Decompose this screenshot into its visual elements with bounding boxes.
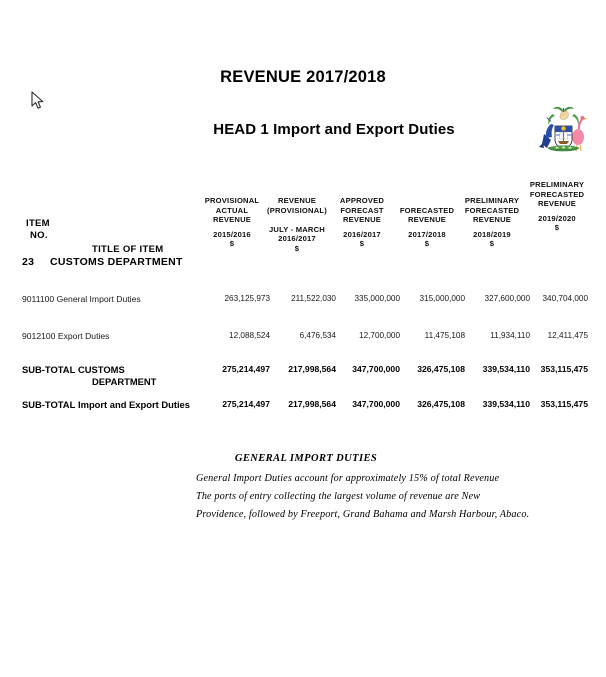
table-cell: 6,476,534 [299,331,336,340]
subtotal-cell: 347,700,000 [352,399,400,409]
subtotal-cell: 347,700,000 [352,364,400,374]
row-2-label: Export Duties [57,331,110,341]
column-3-name-line-1: APPROVED [339,196,385,205]
subtotal-row-label-customs-department [22,364,156,388]
subtotal-cell: 339,534,110 [482,364,530,374]
department-row [22,256,183,268]
column-1-currency: $ [229,239,235,249]
subtotal-1-label-line-2: DEPARTMENT [92,376,157,387]
column-4-name-line-1: FORECASTED [399,205,455,215]
subtotal-row-label-import-export-duties [22,399,190,410]
subtotal-1-prefix: SUB-TOTAL [22,364,76,375]
subtotal-cell: 275,214,497 [222,364,270,374]
column-3-year: 2016/2017 [343,229,381,239]
column-5-name-line-2: FORECASTED [464,205,520,215]
note-line-3: Providence, followed by Freeport, Grand Bahama and Marsh Harbour, Abaco. [196,509,530,520]
column-4-year: 2017/2018 [408,229,446,239]
table-cell: 327,600,000 [484,294,530,303]
subtotal-2-prefix: SUB-TOTAL [22,399,76,410]
column-6-name-line-3: REVENUE [537,199,577,209]
column-1-year: 2015/2016 [213,229,251,239]
note-line-1: General Import Duties account for approximately 15% of total Revenue [196,473,500,484]
table-cell: 12,088,524 [229,331,270,340]
column-3-currency: $ [359,239,365,249]
column-5-currency: $ [489,239,495,249]
column-4-currency: $ [424,239,430,249]
department-number: 23 [22,256,35,268]
column-5-name-line-1: PRELIMINARY [464,196,520,205]
subtotal-cell: 339,534,110 [482,399,530,409]
column-3-name-line-2: FORECAST [340,205,384,215]
table-cell: 11,475,108 [424,331,465,340]
subtotal-cell: 217,998,564 [288,399,336,409]
table-cell: 315,000,000 [419,294,465,303]
table-cell: 335,000,000 [354,294,400,303]
column-header-6 [515,180,599,233]
table-cell: 340,704,000 [542,294,588,303]
note-heading: GENERAL IMPORT DUTIES [234,453,378,464]
column-6-currency: $ [554,223,560,233]
mouse-cursor-arrow-icon [31,91,45,111]
table-row-label-general-import-duties [22,294,141,304]
bahamas-coat-of-arms-icon [538,104,588,156]
subtotal-1-label-line-1: CUSTOMS [78,364,125,375]
table-row-label-export-duties [22,331,109,341]
subtotal-cell: 353,115,475 [540,399,588,409]
column-2-currency: $ [294,243,300,253]
row-1-code: 9011100 [22,294,55,304]
item-no-line2: NO. [30,230,48,241]
column-1-name-line-2: ACTUAL [215,205,249,215]
column-6-year: 2019/2020 [538,213,576,223]
note-line-2: The ports of entry collecting the largest volume of revenue are New [196,491,481,502]
row-1-label: General Import Duties [56,294,141,304]
page-title: REVENUE 2017/2018 [220,68,386,86]
subtotal-cell: 275,214,497 [222,399,270,409]
column-2-year: 2016/2017 [278,234,316,244]
column-1-name-line-3: REVENUE [212,215,252,225]
column-6-name-line-1: PRELIMINARY [529,180,585,189]
column-1-name-line-1: PROVISIONAL [204,196,260,205]
table-cell: 12,411,475 [547,331,588,340]
table-cell: 12,700,000 [359,331,400,340]
column-5-year: 2018/2019 [473,229,511,239]
table-cell: 11,934,110 [490,331,530,340]
column-6-name-line-2: FORECASTED [529,189,585,199]
department-name: CUSTOMS DEPARTMENT [50,256,183,268]
subtotal-cell: 326,475,108 [417,399,465,409]
item-no-header [26,218,50,242]
item-no-line1: ITEM [26,218,50,229]
subtotal-2-label-line-1: Import and Export Duties [78,399,190,410]
subtotal-cell: 326,475,108 [417,364,465,374]
column-4-name-line-2: REVENUE [407,215,447,225]
subtotal-cell: 217,998,564 [288,364,336,374]
title-of-item-header: TITLE OF ITEM [92,244,164,255]
row-2-code: 9012100 [22,331,56,341]
subtotal-cell: 353,115,475 [540,364,588,374]
table-cell: 263,125,973 [224,294,270,303]
table-cell: 211,522,030 [291,294,336,303]
column-3-name-line-3: REVENUE [342,215,382,225]
page-subtitle: HEAD 1 Import and Export Duties [213,121,455,138]
column-2-name-line-1: REVENUE [277,196,317,205]
column-2-period: JULY - MARCH [269,224,325,234]
column-2-name-line-2: (PROVISIONAL) [267,205,327,215]
column-5-name-line-3: REVENUE [472,215,512,225]
